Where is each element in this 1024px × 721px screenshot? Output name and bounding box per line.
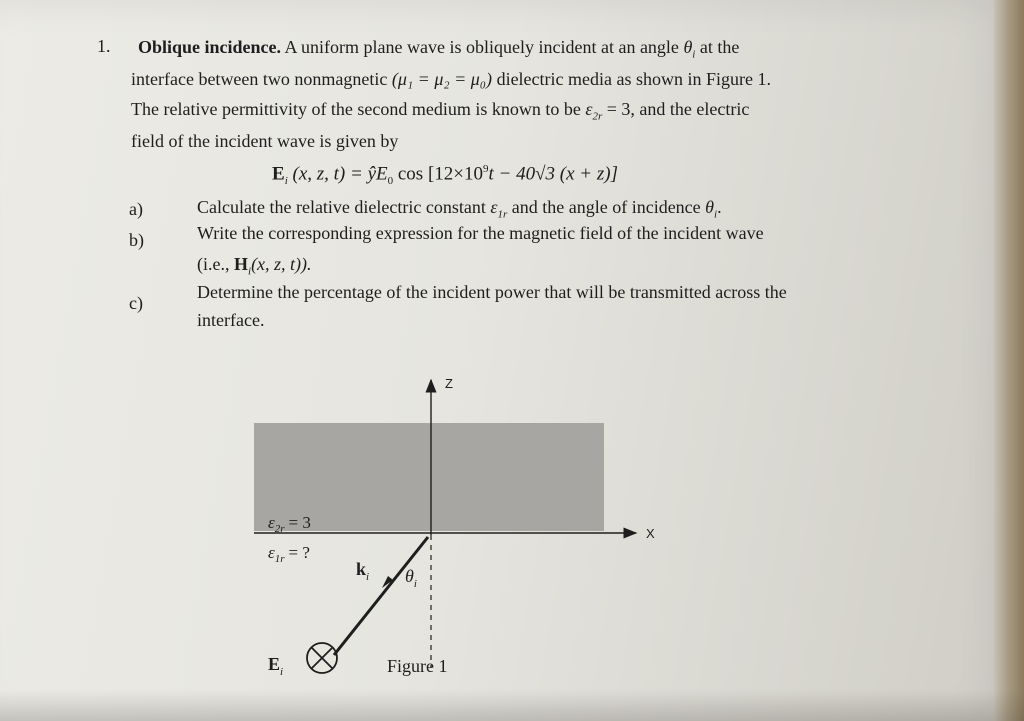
E-sub: i [280,666,284,678]
part-b-line-1: Write the corresponding expression for the magnetic field of the incident wave [197,223,764,243]
eps1-val: = ? [288,543,310,562]
part-b-text-b: (x, z, t)). [251,254,312,274]
k-sym: k [356,559,367,579]
eps2-val: = 3 [288,513,311,532]
part-a-eps: ε [490,197,498,217]
problem-number: 1. [97,36,111,56]
theta-subscript: i [692,48,696,61]
E-sym: E [268,654,281,674]
part-c-line-1: Determine the percentage of the incident power that will be transmitted across the [197,282,787,302]
eq-args: (x, z, t) = ŷE [292,163,388,185]
eps2-sym: ε [268,513,275,532]
intro-text-2b: dielectric media as shown in Figure 1. [496,69,771,89]
mu-equation: (μ₁ = μ₂ = μ₀) [391,69,493,89]
eq-E0-sub: 0 [387,175,394,188]
intro-text-1-end: at the [699,37,740,57]
eq-arg-a: [12×10 [427,163,483,185]
eps1-sym: ε [268,543,275,562]
eq-E-sub: i [284,175,288,188]
problem-title: Oblique incidence. [138,37,282,57]
eq-E: E [272,163,285,185]
eps2-label [268,513,311,535]
part-a-eps-sub: 1r [497,208,508,221]
part-c-label: c) [129,293,143,313]
eps1-sub: 1r [274,553,285,565]
e-into-page-icon [307,643,337,673]
eq-cos: cos [397,163,424,185]
theta-sym: θ [405,566,414,586]
intro-text-3a: The relative permittivity of the second medium is known to be [131,99,581,119]
theta-symbol: θ [683,37,693,57]
k-sub: i [366,571,370,583]
part-b-H-sub: i [248,265,252,278]
part-b-H: H [233,254,248,274]
theta-label [405,566,417,590]
eps2r-symbol: ε [585,99,593,119]
part-c-line-2: interface. [197,310,265,330]
part-a-text-c: . [717,197,722,217]
part-a-text-b: and the angle of incidence [511,197,701,217]
intro-text-2a: interface between two nonmagnetic [131,69,388,89]
eps2r-subscript: 2r [592,110,603,123]
part-b-label: b) [129,230,144,250]
part-a-theta-sub: i [714,208,718,221]
eq-arg-b: t − 40√3 (x + z)] [488,163,618,185]
eps1-label [268,543,310,565]
theta-sub: i [413,578,417,590]
part-a-label: a) [129,199,143,219]
eq-exp: 9 [483,163,489,175]
z-axis-label: Z [445,376,453,391]
bottom-shadow [0,690,1024,721]
k-label [356,559,369,583]
figure-caption: Figure 1 [387,656,448,676]
intro-text-1: A uniform plane wave is obliquely incident at an angle [284,37,679,57]
x-axis-label: X [646,526,655,541]
part-b-text-a: (i.e., [197,254,230,274]
k-vector-arrow [334,537,428,655]
intro-text-3b: = 3, and the electric [606,99,750,119]
E-label [268,654,283,678]
eps2-sub: 2r [274,523,285,535]
part-a-text-a: Calculate the relative dielectric constant [197,197,486,217]
part-a-theta: θ [705,197,715,217]
intro-line-4: field of the incident wave is given by [131,131,399,151]
